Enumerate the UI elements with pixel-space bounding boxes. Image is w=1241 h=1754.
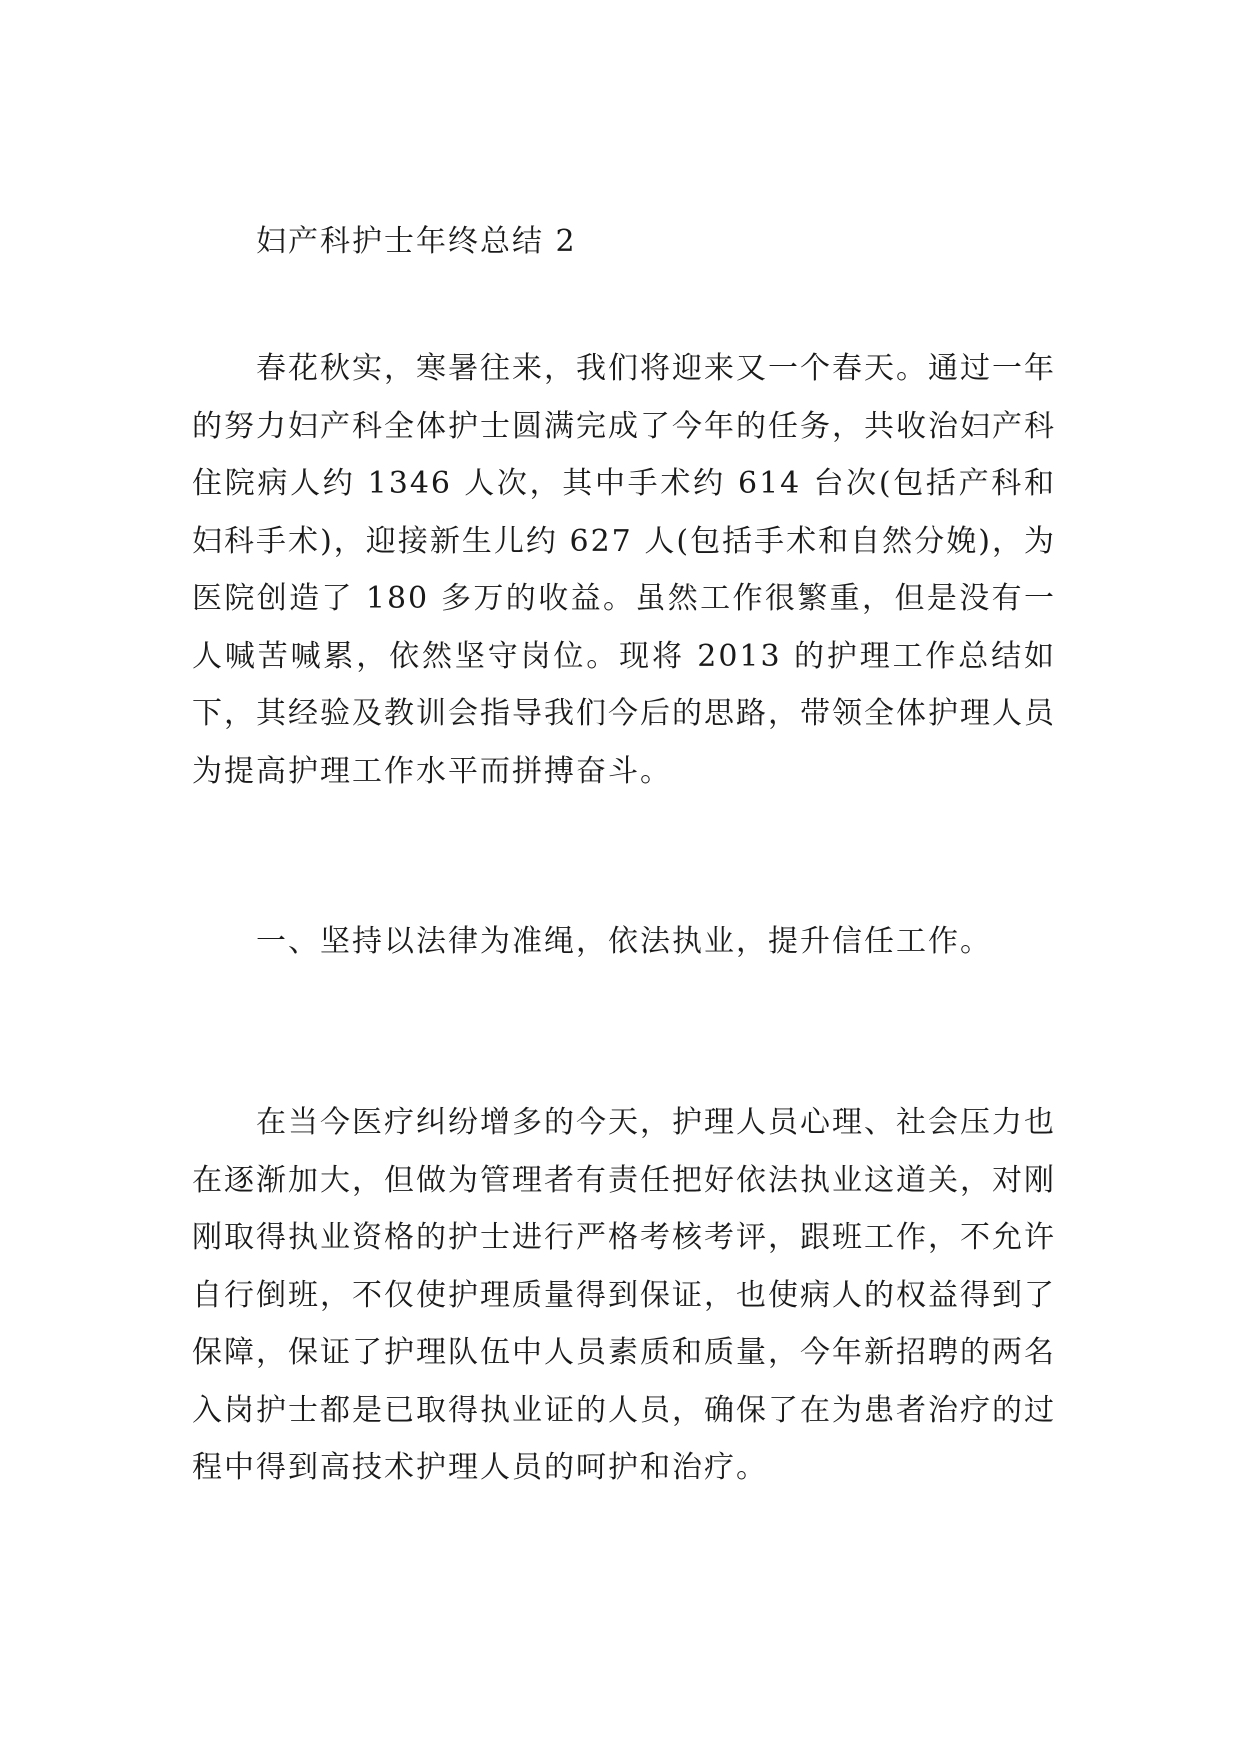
section-heading-1: 一、坚持以法律为准绳，依法执业，提升信任工作。 xyxy=(256,924,992,959)
paragraph-intro: 春花秋实，寒暑往来，我们将迎来又一个春天。通过一年的努力妇产科全体护士圆满完成了今年的任务，共收治妇产科住院病人约 1346 人次，其中手术约 614 台次(包括产科和妇科手术)，迎接新生儿约 627 人(包括手术和自然分娩)，为医院创造了 180 多万的收益。虽然工作很繁重，但是没有一人喊苦喊累，依然坚守岗位。现将 2013 的护理工作总结如下，其经验及教训会指导我们今后的思路，带领全体护理人员为提高护理工作水平而拼搏奋斗。 xyxy=(192,351,1056,789)
paragraph-section-1: 在当今医疗纠纷增多的今天，护理人员心理、社会压力也在逐渐加大，但做为管理者有责任把好依法执业这道关，对刚刚取得执业资格的护士进行严格考核考评，跟班工作，不允许自行倒班，不仅使护理质量得到保证，也使病人的权益得到了保障，保证了护理队伍中人员素质和质量，今年新招聘的两名入岗护士都是已取得执业证的人员，确保了在为患者治疗的过程中得到高技术护理人员的呵护和治疗。 xyxy=(192,1105,1056,1485)
document-title: 妇产科护士年终总结 2 xyxy=(256,224,577,259)
